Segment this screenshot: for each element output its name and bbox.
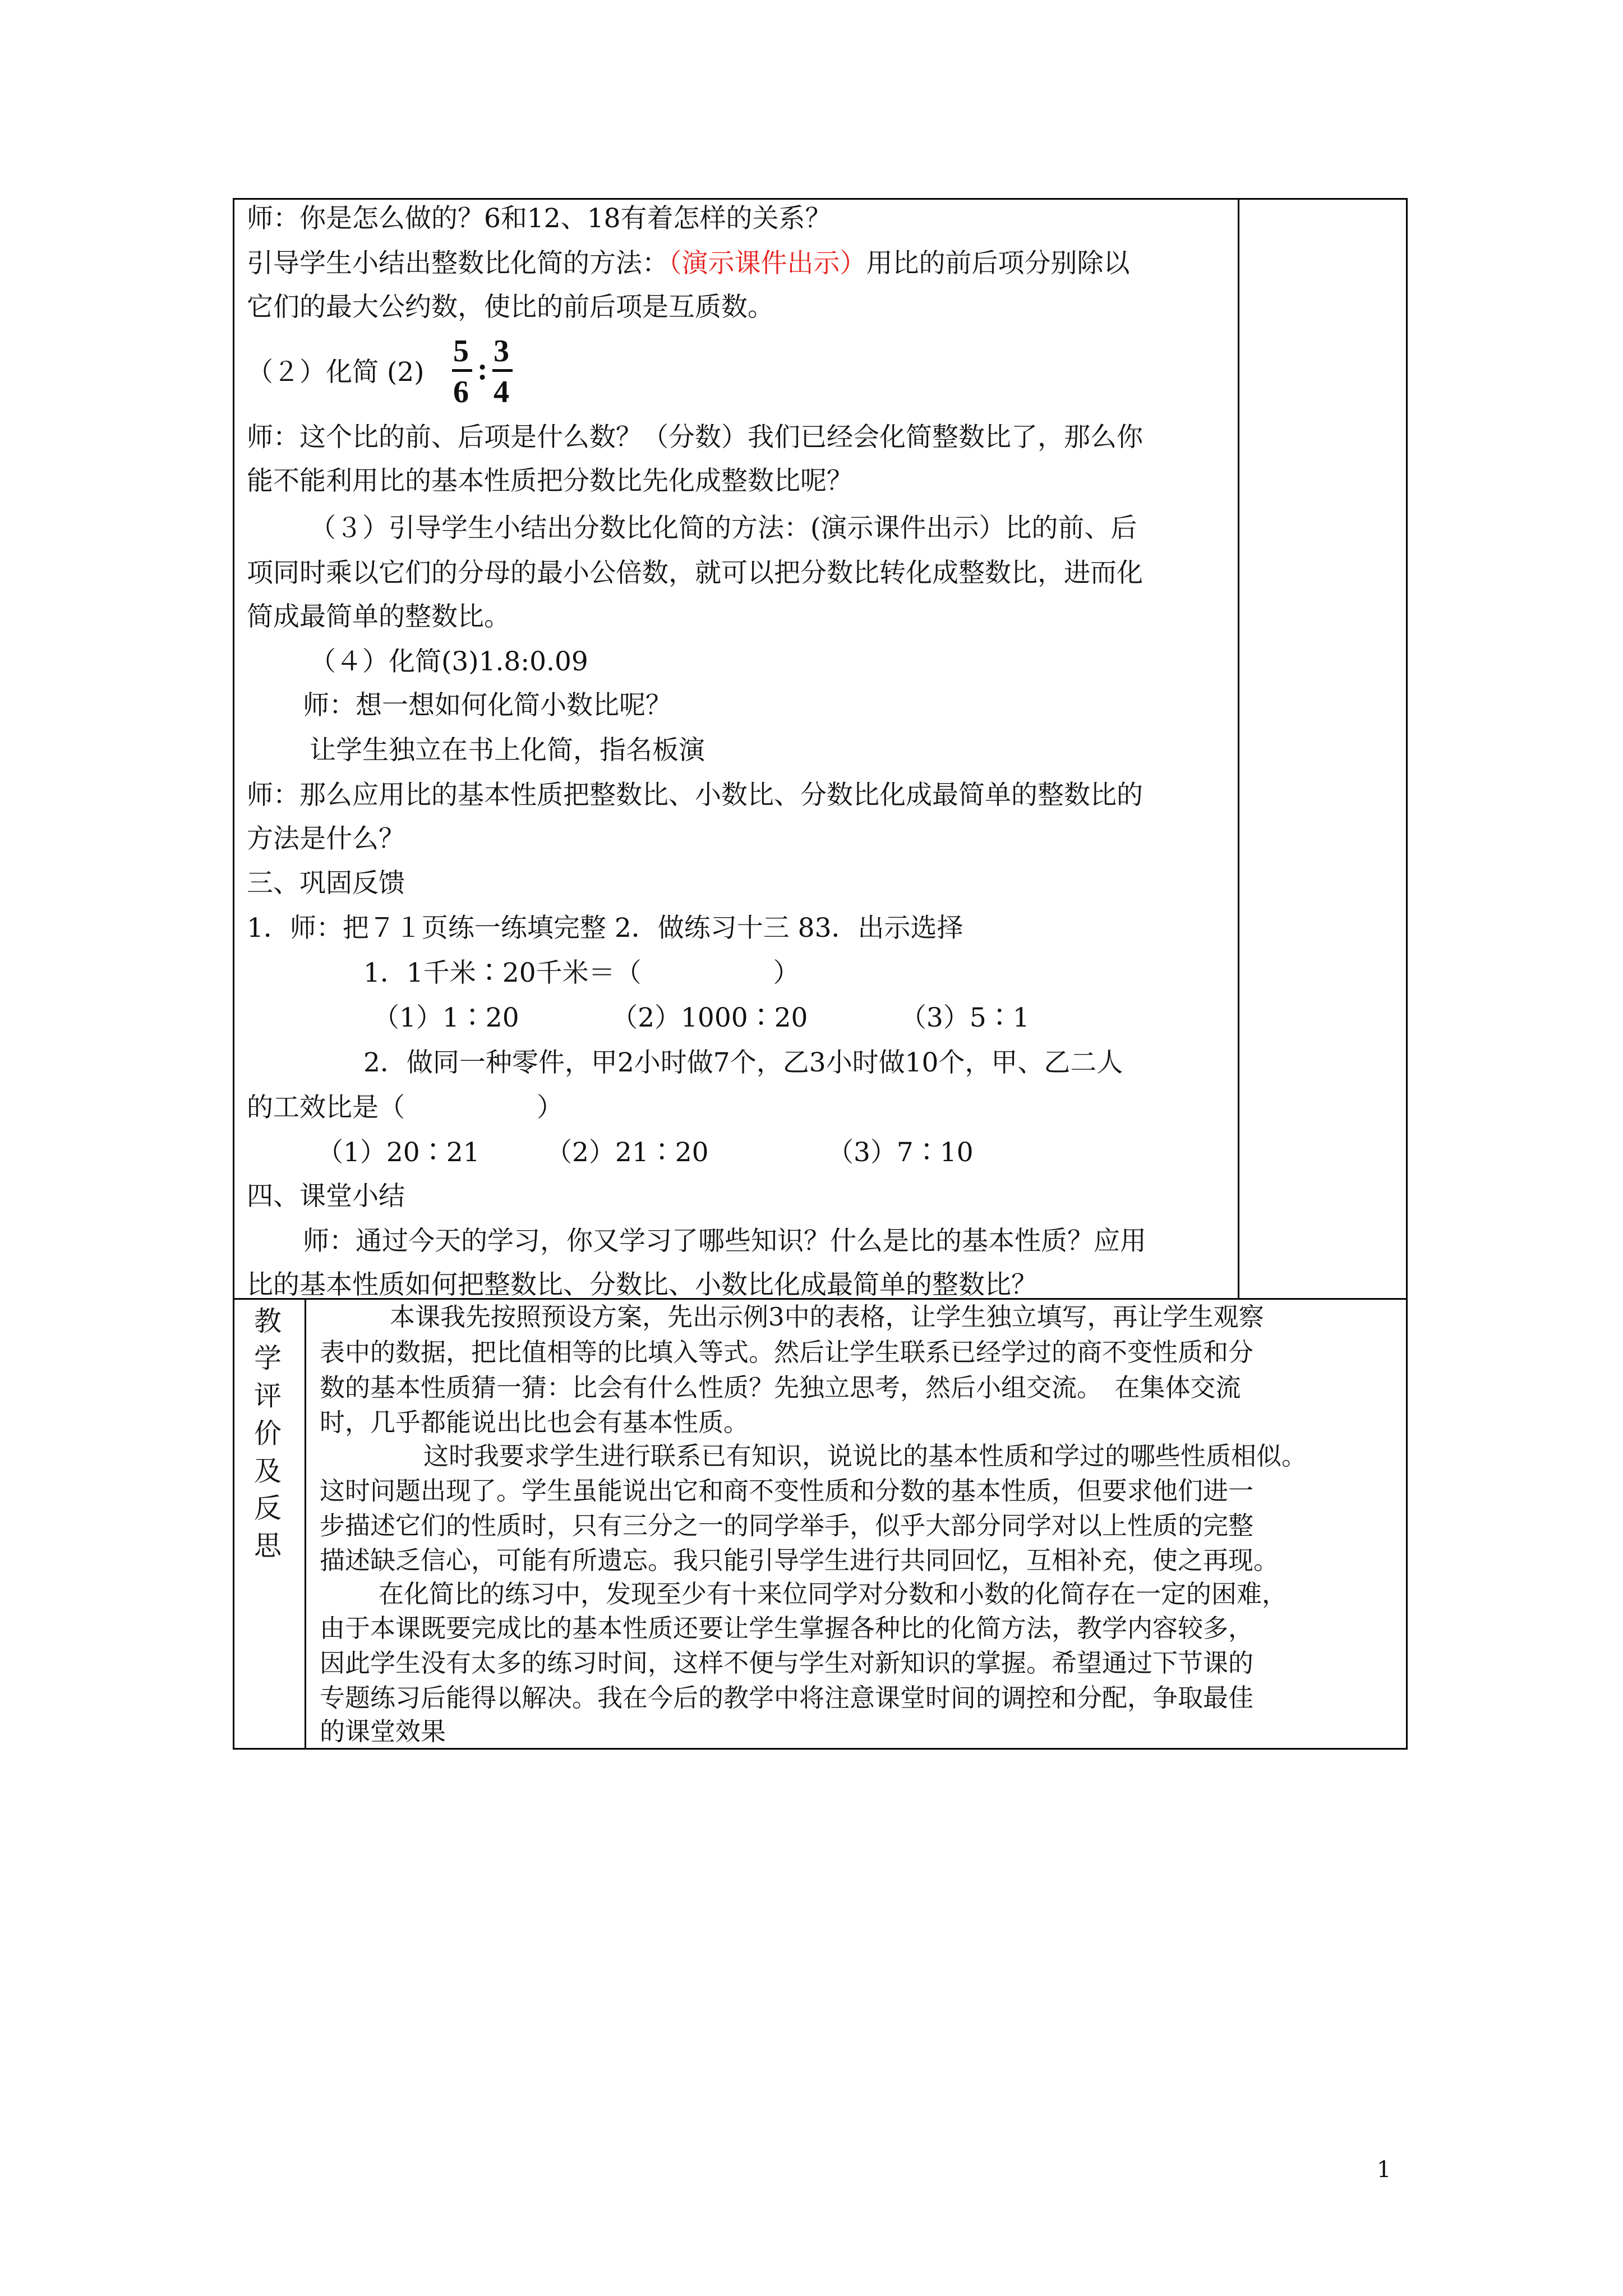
choice-options-1: （1）1∶20 （2）1000∶20 （3）5∶1: [373, 1002, 1030, 1033]
choice-question-2-line-1: 2．做同一种零件，甲2小时做7个，乙3小时做10个，甲、乙二人: [363, 1047, 1123, 1078]
method-question-line-1: 师：那么应用比的基本性质把整数比、小数比、分数比化成最简单的整数比的: [247, 780, 1143, 811]
reflection-line: 数的基本性质猜一猜：比会有什么性质？先独立思考，然后小组交流。 在集体交流: [320, 1373, 1241, 1402]
summary-method-line-2: 它们的最大公约数，使比的前后项是互质数。: [247, 292, 774, 323]
reflection-heading-char: 教: [253, 1305, 282, 1337]
summary-method-line: [247, 247, 1130, 280]
page-number: 1: [1377, 2157, 1391, 2183]
method-question-line-2: 方法是什么？: [247, 823, 405, 854]
table-border-left: [233, 198, 234, 1750]
reflection-line: 因此学生没有太多的练习时间，这样不便与学生对新知识的掌握。希望通过下节课的: [320, 1648, 1254, 1678]
reflection-line: 的课堂效果: [320, 1717, 446, 1746]
fraction-2-numerator: 3: [494, 334, 509, 369]
fraction-2-denominator: 4: [494, 375, 509, 409]
teacher-question-line: 师：你是怎么做的？6和12、18有着怎样的关系？: [247, 203, 832, 234]
reflection-line: 步描述它们的性质时，只有三分之一的同学举手，似乎大部分同学对以上性质的完整: [320, 1511, 1254, 1540]
table-border-right: [1406, 198, 1408, 1750]
fraction-1-bar: [452, 369, 472, 372]
reflection-heading-char: 学: [253, 1342, 282, 1374]
section-4-heading: 四、课堂小结: [247, 1181, 405, 1212]
reflection-line: 这时我要求学生进行联系已有知识，说说比的基本性质和学过的哪些性质相似。: [423, 1441, 1307, 1471]
fraction-question-line-1: 师：这个比的前、后项是什么数？（分数）我们已经会化简整数比了，那么你: [247, 422, 1143, 453]
fraction-1-denominator: 6: [453, 375, 469, 409]
fraction-1-numerator: 5: [453, 334, 469, 369]
reflection-line: 时，几乎都能说出比也会有基本性质。: [320, 1407, 749, 1437]
table-divider-notes-column: [1238, 198, 1239, 1299]
reflection-line: 专题练习后能得以解决。我在今后的教学中将注意课堂时间的调控和分配，争取最佳: [320, 1683, 1254, 1713]
reflection-line: 在化简比的练习中，发现至少有十来位同学对分数和小数的化简存在一定的困难，: [379, 1579, 1288, 1609]
reflection-heading-char: 反: [253, 1492, 282, 1524]
ratio-colon: :: [477, 352, 488, 386]
fraction-2-bar: [492, 369, 513, 372]
reflection-heading-char: 价: [253, 1418, 282, 1450]
reflection-line: 这时问题出现了。学生虽能说出它和商不变性质和分数的基本性质，但要求他们进一: [320, 1476, 1254, 1506]
summary-method-text-a: 引导学生小结出整数比化简的方法：: [247, 248, 668, 279]
reflection-heading-char: 思: [253, 1530, 282, 1562]
choice-question-2-line-2: 的工效比是（ ）: [247, 1092, 563, 1123]
fraction-method-line-2: 项同时乘以它们的分母的最小公倍数，就可以把分数比转化成整数比，进而化: [247, 558, 1143, 588]
reflection-line: 描述缺乏信心，可能有所遗忘。我只能引导学生进行共同回忆，互相补充，使之再现。: [320, 1545, 1279, 1575]
reflection-line: 本课我先按照预设方案，先出示例3中的表格，让学生独立填写，再让学生观察: [390, 1302, 1264, 1332]
practice-tasks: 1．师：把７１页练一练填完整 2．做练习十三 83．出示选择: [247, 913, 963, 944]
simplify-item-4: （４）化简(3)1.8:0.09: [310, 646, 588, 677]
choice-question-1: 1．1千米∶20千米＝（ ）: [363, 958, 800, 988]
reflection-heading-char: 评: [253, 1380, 282, 1412]
fraction-question-line-2: 能不能利用比的基本性质把分数比先化成整数比呢？: [247, 466, 853, 496]
courseware-note-red: （演示课件出示）: [668, 248, 866, 279]
reflection-line: 由于本课既要完成比的基本性质还要让学生掌握各种比的化简方法，教学内容较多，: [320, 1613, 1254, 1643]
decimal-question: 师：想一想如何化简小数比呢？: [303, 690, 672, 721]
table-border-top: [233, 198, 1408, 200]
section-3-heading: 三、巩固反馈: [247, 868, 405, 899]
table-divider-heading-column: [305, 1298, 306, 1750]
reflection-heading-char: 及: [253, 1455, 282, 1487]
choice-options-2: （1）20∶21 （2）21∶20 （3）7∶10: [317, 1137, 974, 1168]
fraction-method-line-3: 简成最简单的整数比。: [247, 601, 510, 632]
summary-method-text-b: 用比的前后项分别除以: [866, 248, 1130, 279]
fraction-method-line-1: （３）引导学生小结出分数比化简的方法：(演示课件出示）比的前、后: [310, 513, 1137, 544]
student-practice: 让学生独立在书上化简，指名板演: [310, 735, 705, 766]
summary-question-line-1: 师：通过今天的学习，你又学习了哪些知识？什么是比的基本性质？应用: [303, 1226, 1146, 1257]
reflection-line: 表中的数据，把比值相等的比填入等式。然后让学生联系已经学过的商不变性质和分: [320, 1337, 1254, 1367]
summary-question-line-2: 比的基本性质如何把整数比、分数比、小数比化成最简单的整数比？: [247, 1269, 1038, 1300]
simplify-item-2-label: （２）化简 (2): [247, 357, 425, 388]
